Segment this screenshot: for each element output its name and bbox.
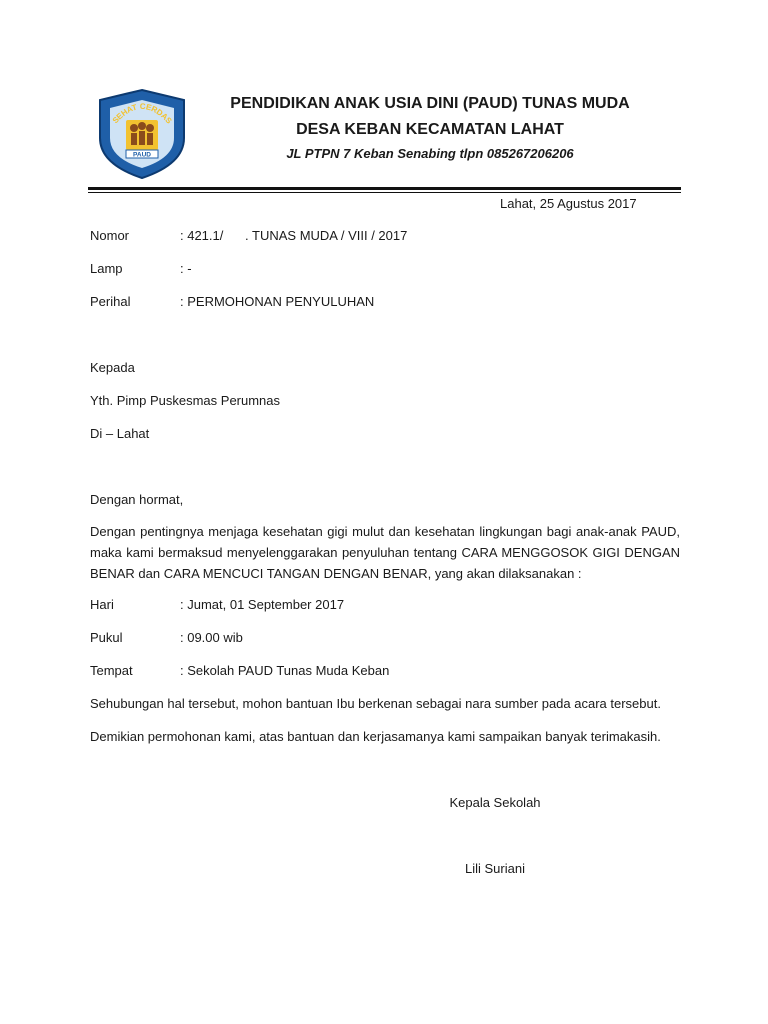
event-value-pukul: : 09.00 wib: [180, 630, 243, 645]
recipient-name: Yth. Pimp Puskesmas Perumnas: [90, 393, 281, 408]
recipient-kepada: Kepada: [90, 360, 135, 375]
signature-title: Kepala Sekolah: [449, 795, 541, 810]
letterhead-line-2: DESA KEBAN KECAMATAN LAHAT: [296, 121, 564, 138]
closing-thanks: Demikian permohonan kami, atas bantuan dan kerjasamanya kami sampaikan banyak terimakasih.: [90, 729, 661, 744]
event-label-tempat: Tempat: [90, 663, 133, 678]
event-label-pukul: Pukul: [90, 630, 123, 645]
letterhead-address: JL PTPN 7 Keban Senabing tlpn 085267206206: [286, 146, 574, 161]
closing-request: Sehubungan hal tersebut, mohon bantuan Ibu berkenan sebagai nara sumber pada acara tersebut.: [90, 696, 661, 711]
logo-paud-text: PAUD: [133, 151, 151, 159]
meta-label-perihal: Perihal: [90, 294, 131, 309]
meta-value-lamp: : -: [180, 261, 192, 276]
body-paragraph: Dengan pentingnya menjaga kesehatan gigi mulut dan kesehatan lingkungan bagi anak-anak PAUD, maka kami bermaksud menyelenggarakan penyuluhan tentang CARA MENGGOSOK GIGI DENGAN BENAR dan CARA MENCUCI TANGAN DENGAN BENAR, yang akan dilaksanakan :: [90, 524, 680, 581]
recipient-location: Di – Lahat: [90, 426, 150, 441]
greeting: Dengan hormat,: [90, 492, 184, 507]
meta-value-nomor: : 421.1/ . TUNAS MUDA / VIII / 2017: [180, 228, 408, 243]
school-logo: [92, 86, 192, 182]
meta-value-perihal: : PERMOHONAN PENYULUHAN: [180, 294, 375, 309]
letter-date: Lahat, 25 Agustus 2017: [500, 196, 637, 211]
letterhead-rule-thin: [88, 192, 681, 193]
logo-motto-text: SEHAT CERDAS: [110, 101, 174, 126]
event-value-hari: : Jumat, 01 September 2017: [180, 597, 345, 612]
signature-name: Lili Suriani: [465, 861, 525, 876]
meta-label-nomor: Nomor: [90, 228, 130, 243]
meta-label-lamp: Lamp: [90, 261, 123, 276]
event-label-hari: Hari: [90, 597, 114, 612]
event-value-tempat: : Sekolah PAUD Tunas Muda Keban: [180, 663, 390, 678]
letterhead-line-1: PENDIDIKAN ANAK USIA DINI (PAUD) TUNAS MUDA: [230, 95, 630, 112]
letterhead-rule-thick: [88, 187, 681, 190]
